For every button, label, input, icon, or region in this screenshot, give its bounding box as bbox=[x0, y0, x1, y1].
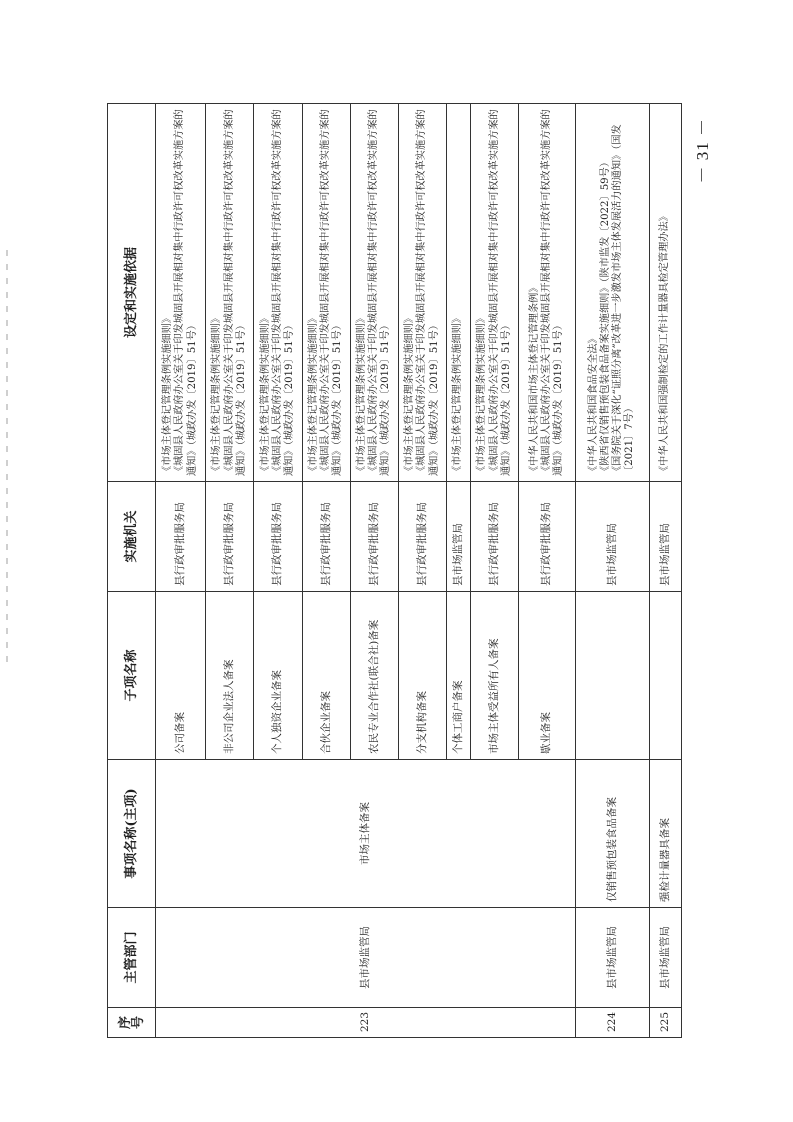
org-cell: 县行政审批服务局 bbox=[471, 482, 519, 592]
sub-cell: 分支机构备案 bbox=[398, 592, 446, 760]
header-basis: 设定和实施依据 bbox=[108, 104, 156, 482]
table-row bbox=[156, 104, 206, 1038]
basis-cell: 《市场主体登记管理条例实施细则》 《城固县人民政府办公室关于印发城固县开展相对集中行政许可权改革实施方案的通知》（城政办发〔2019〕51号） bbox=[254, 104, 302, 482]
scan-binding-marks bbox=[6, 250, 8, 670]
basis-cell: 《市场主体登记管理条例实施细则》 《城固县人民政府办公室关于印发城固县开展相对集中行政许可权改革实施方案的通知》（城政办发〔2019〕51号） bbox=[206, 104, 254, 482]
header-seq: 序号 bbox=[108, 1008, 156, 1038]
seq-cell: 225 bbox=[649, 1008, 681, 1038]
basis-cell: 《中华人民共和国食品安全法》 《陕西省仅销售预包装食品备案实施细则》（陕市监发〔2022〕59号） 《国务院关于深化“证照分离”改革进一步激发市场主体发展活力的通知》（国发〔2021〕7号） bbox=[575, 104, 649, 482]
org-cell: 县行政审批服务局 bbox=[350, 482, 398, 592]
item-cell: 市场主体备案 bbox=[156, 760, 576, 908]
item-table bbox=[107, 103, 682, 1038]
sub-cell: 个体工商户备案 bbox=[447, 592, 471, 760]
sub-cell bbox=[575, 592, 649, 760]
table-header-row bbox=[108, 104, 156, 1038]
header-dept: 主管部门 bbox=[108, 908, 156, 1008]
org-cell: 县市场监管局 bbox=[447, 482, 471, 592]
seq-cell: 224 bbox=[575, 1008, 649, 1038]
org-cell: 县行政审批服务局 bbox=[206, 482, 254, 592]
dept-cell: 县市场监管局 bbox=[156, 908, 576, 1008]
basis-cell: 《市场主体登记管理条例实施细则》 《城固县人民政府办公室关于印发城固县开展相对集中行政许可权改革实施方案的通知》（城政办发〔2019〕51号） bbox=[156, 104, 206, 482]
page-number: － 31 － bbox=[693, 118, 712, 184]
dept-cell: 县市场监管局 bbox=[575, 908, 649, 1008]
org-cell: 县行政审批服务局 bbox=[156, 482, 206, 592]
sub-cell: 个人独资企业备案 bbox=[254, 592, 302, 760]
sub-cell bbox=[649, 592, 681, 760]
header-item: 事项名称(主项) bbox=[108, 760, 156, 908]
basis-cell: 《中华人民共和国市场主体登记管理条例》 《城固县人民政府办公室关于印发城固县开展相对集中行政许可权改革实施方案的通知》（城政办发〔2019〕51号） bbox=[519, 104, 575, 482]
header-org: 实施机关 bbox=[108, 482, 156, 592]
basis-cell: 《中华人民共和国强制检定的工作计量器具检定管理办法》 bbox=[649, 104, 681, 482]
rotated-table-wrapper bbox=[107, 104, 682, 1038]
dept-cell: 县市场监管局 bbox=[649, 908, 681, 1008]
basis-cell: 《市场主体登记管理条例实施细则》 《城固县人民政府办公室关于印发城固县开展相对集中行政许可权改革实施方案的通知》（城政办发〔2019〕51号） bbox=[350, 104, 398, 482]
item-cell: 仅销售预包装食品备案 bbox=[575, 760, 649, 908]
org-cell: 县行政审批服务局 bbox=[398, 482, 446, 592]
org-cell: 县行政审批服务局 bbox=[519, 482, 575, 592]
basis-cell: 《市场主体登记管理条例实施细则》 《城固县人民政府办公室关于印发城固县开展相对集中行政许可权改革实施方案的通知》（城政办发〔2019〕51号） bbox=[398, 104, 446, 482]
table-row bbox=[575, 104, 649, 1038]
org-cell: 县行政审批服务局 bbox=[302, 482, 350, 592]
item-cell: 强检计量器具备案 bbox=[649, 760, 681, 908]
sub-cell: 合伙企业备案 bbox=[302, 592, 350, 760]
sub-cell: 市场主体受益所有人备案 bbox=[471, 592, 519, 760]
basis-cell: 《市场主体登记管理条例实施细则》 《城固县人民政府办公室关于印发城固县开展相对集中行政许可权改革实施方案的通知》（城政办发〔2019〕51号） bbox=[302, 104, 350, 482]
sub-cell: 非公司企业法人备案 bbox=[206, 592, 254, 760]
basis-cell: 《市场主体登记管理条例实施细则》 《城固县人民政府办公室关于印发城固县开展相对集中行政许可权改革实施方案的通知》（城政办发〔2019〕51号） bbox=[471, 104, 519, 482]
table-row bbox=[649, 104, 681, 1038]
basis-cell: 《市场主体登记管理条例实施细则》 bbox=[447, 104, 471, 482]
sub-cell: 公司备案 bbox=[156, 592, 206, 760]
sub-cell: 歇业备案 bbox=[519, 592, 575, 760]
seq-cell: 223 bbox=[156, 1008, 576, 1038]
org-cell: 县行政审批服务局 bbox=[254, 482, 302, 592]
org-cell: 县市场监管局 bbox=[575, 482, 649, 592]
sub-cell: 农民专业合作社(联合社)备案 bbox=[350, 592, 398, 760]
org-cell: 县市场监管局 bbox=[649, 482, 681, 592]
header-sub: 子项名称 bbox=[108, 592, 156, 760]
